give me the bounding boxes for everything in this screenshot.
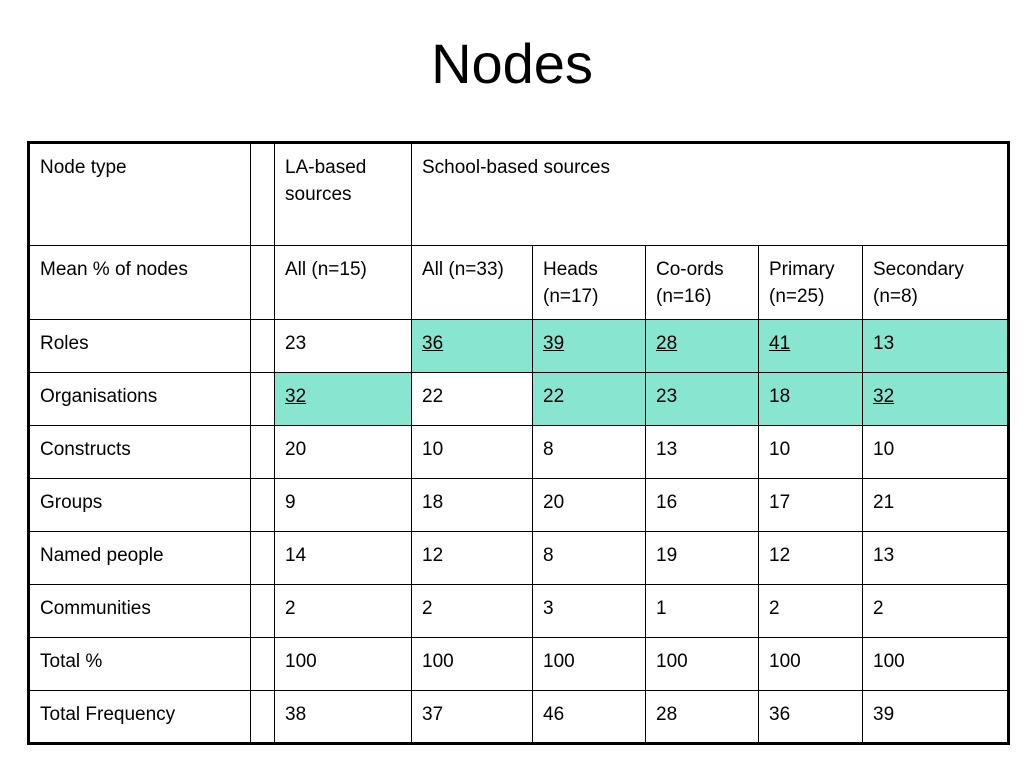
header-la-all: All (n=15) [275, 246, 412, 320]
spacer-cell [251, 585, 275, 638]
table-row-groups [29, 479, 1009, 532]
spacer-cell [251, 426, 275, 479]
cell-heads: 39 [533, 320, 646, 373]
header-school-all: All (n=33) [412, 246, 533, 320]
table-row-named-people [29, 532, 1009, 585]
header-la-based: LA-based sources [275, 143, 412, 246]
cell-secondary: 13 [863, 532, 1009, 585]
cell-la-all: 2 [275, 585, 412, 638]
cell-la-all: 23 [275, 320, 412, 373]
cell-coords: 16 [646, 479, 759, 532]
row-label: Communities [29, 585, 251, 638]
cell-school-all: 2 [412, 585, 533, 638]
cell-primary: 10 [759, 426, 863, 479]
spacer-cell [251, 532, 275, 585]
cell-coords: 28 [646, 320, 759, 373]
row-label: Total Frequency [29, 691, 251, 744]
cell-primary: 12 [759, 532, 863, 585]
row-label: Named people [29, 532, 251, 585]
cell-school-all: 22 [412, 373, 533, 426]
cell-secondary: 13 [863, 320, 1009, 373]
spacer-cell [251, 373, 275, 426]
cell-school-all: 10 [412, 426, 533, 479]
cell-la-all: 9 [275, 479, 412, 532]
cell-secondary: 100 [863, 638, 1009, 691]
spacer-cell [251, 691, 275, 744]
cell-coords: 100 [646, 638, 759, 691]
cell-heads: 100 [533, 638, 646, 691]
table-row-total-frequency [29, 691, 1009, 744]
table-row-roles [29, 320, 1009, 373]
cell-heads: 20 [533, 479, 646, 532]
header-row-1 [29, 143, 1009, 246]
cell-heads: 22 [533, 373, 646, 426]
table-row-constructs [29, 426, 1009, 479]
cell-primary: 17 [759, 479, 863, 532]
slide-title: Nodes [431, 32, 593, 95]
spacer-cell [251, 246, 275, 320]
nodes-table [27, 141, 1010, 745]
header-coords: Co-ords (n=16) [646, 246, 759, 320]
cell-primary: 18 [759, 373, 863, 426]
header-secondary: Secondary (n=8) [863, 246, 1009, 320]
row-label: Constructs [29, 426, 251, 479]
spacer-cell [251, 638, 275, 691]
row-label: Organisations [29, 373, 251, 426]
row-label: Groups [29, 479, 251, 532]
table-row-organisations [29, 373, 1009, 426]
cell-coords: 23 [646, 373, 759, 426]
header-node-type: Node type [29, 143, 251, 246]
cell-school-all: 36 [412, 320, 533, 373]
cell-primary: 2 [759, 585, 863, 638]
cell-primary: 100 [759, 638, 863, 691]
cell-coords: 19 [646, 532, 759, 585]
cell-la-all: 38 [275, 691, 412, 744]
cell-secondary: 32 [863, 373, 1009, 426]
cell-heads: 8 [533, 426, 646, 479]
cell-heads: 8 [533, 532, 646, 585]
cell-coords: 1 [646, 585, 759, 638]
cell-coords: 28 [646, 691, 759, 744]
cell-heads: 3 [533, 585, 646, 638]
header-heads: Heads (n=17) [533, 246, 646, 320]
cell-secondary: 39 [863, 691, 1009, 744]
header-row-2 [29, 246, 1009, 320]
header-primary: Primary (n=25) [759, 246, 863, 320]
cell-primary: 41 [759, 320, 863, 373]
cell-secondary: 10 [863, 426, 1009, 479]
cell-school-all: 37 [412, 691, 533, 744]
cell-la-all: 14 [275, 532, 412, 585]
row-label: Roles [29, 320, 251, 373]
row-label: Total % [29, 638, 251, 691]
spacer-cell [251, 143, 275, 246]
cell-la-all: 20 [275, 426, 412, 479]
cell-la-all: 100 [275, 638, 412, 691]
cell-school-all: 12 [412, 532, 533, 585]
header-mean: Mean % of nodes [29, 246, 251, 320]
cell-school-all: 18 [412, 479, 533, 532]
spacer-cell [251, 320, 275, 373]
cell-secondary: 21 [863, 479, 1009, 532]
cell-la-all: 32 [275, 373, 412, 426]
table-row-total-percent [29, 638, 1009, 691]
cell-school-all: 100 [412, 638, 533, 691]
spacer-cell [251, 479, 275, 532]
cell-coords: 13 [646, 426, 759, 479]
header-school-based: School-based sources [412, 143, 1009, 246]
cell-heads: 46 [533, 691, 646, 744]
cell-primary: 36 [759, 691, 863, 744]
table-row-communities [29, 585, 1009, 638]
cell-secondary: 2 [863, 585, 1009, 638]
